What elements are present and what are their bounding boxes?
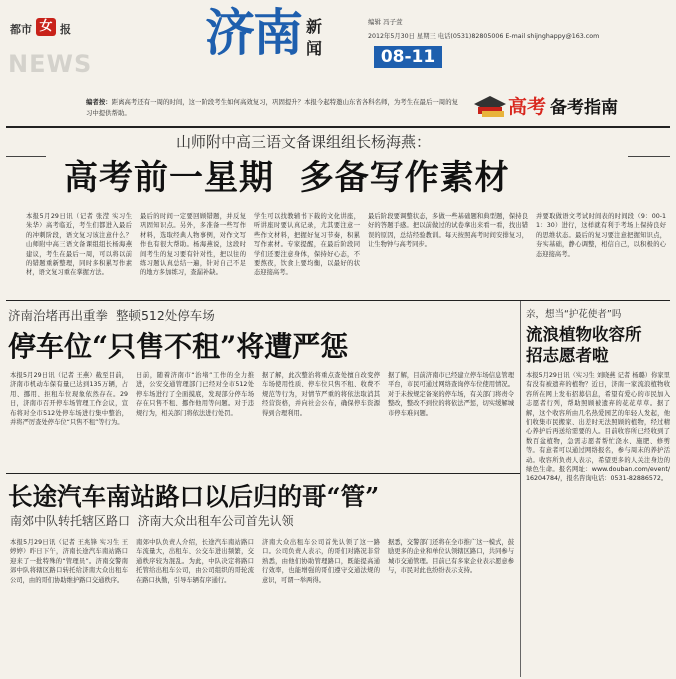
parking-right-divider: [520, 301, 521, 677]
lead-kicker: 山师附中高三语文备课组组长杨海燕：: [176, 133, 432, 151]
guide-banner-books-graphic: [472, 90, 508, 118]
lead-kicker-rule-left: [6, 156, 46, 157]
section-title-sub-1: 新: [306, 17, 323, 36]
editor-note-label: 编者按：: [86, 98, 112, 106]
bus-col-3: 济南大众出租车公司首先认领了这一路口。公司负责人表示，的哥们对路况非常熟悉，由他们协助管理路口，既能提高通行效率，也能增强的哥们遵守交通法规的意识，可谓一举两得。: [262, 539, 380, 584]
editor-note-text: 距离高考还有一周的时间，这一阶段考生如何高效复习，巩固提升？本报今起特邀山东省各科名师，为考生在最后一周的复习中提供帮助。: [86, 98, 458, 117]
plant-headline-line-2: 招志愿者啦: [526, 346, 609, 365]
news-watermark: NEWS: [8, 50, 93, 78]
brand-logo-mark: 女: [36, 18, 56, 36]
brand-prefix: 都市: [10, 23, 32, 36]
parking-kicker: 济南治堵再出重拳 整顿512处停车场: [8, 308, 215, 323]
editor-note: [86, 97, 458, 121]
lead-kicker-rule-right: [628, 156, 670, 157]
lead-story: [6, 128, 670, 290]
parking-col-3: 据了解，此次整治将重点查处擅自改变停车场使用性质、停车位只售不租、收费不规范等行为，对情节严重的将依法取消其经营资格，并向社会公布，确保停车资源得到合理利用。: [262, 372, 380, 417]
date-line: 2012年5月30日 星期三 电话(0531)82805006 E-mail shijnghappy@163.com: [368, 33, 600, 40]
guide-banner-title-black: 备考指南: [550, 98, 618, 118]
lead-col-5: 并要取做语文考试时间表的时间段（9：00-11：30）进行，这样就有利于考场上保持良好的思维状态。最后的复习要注意把握知识点，夯实基础，静心调整，相信自己，以积极的心态迎接高考。: [536, 213, 666, 258]
bus-col-1: 本报5月29日讯（记者 王兆锋 实习生 王婷婷）昨日下午，济南长途汽车南站路口迎来了一批特殊的“管理员”。济南交警南郊中队将辖区路口转托给济南大众出租车公司，由的哥们协助维护路口交通秩序。: [10, 539, 128, 584]
lead-col-3: 学生可以找教辅书下载的文化讲座，听讲座时要认真记录，尤其要注意一些作文材料，把握好复习节奏，积累写作素材。专家提醒，在最后阶段同学们还要注意身体，保持好心态，不要熬夜，饮食上要均衡，以最好的状态迎接高考。: [254, 213, 360, 277]
bus-col-2: 南郊中队负责人介绍，长途汽车南站路口车流量大，出租车、公交车进出频繁，交通秩序较为混乱。为此，中队决定将路口托管给出租车公司，由公司组织的哥轮流在路口执勤，引导车辆有序通行。: [136, 539, 254, 584]
plant-kicker: 亲，想当“护花使者”吗: [526, 309, 622, 320]
bus-subhead: 南郊中队转托辖区路口 济南大众出租车公司首先认领: [10, 514, 294, 528]
parking-col-1: 本报5月29日讯（记者 王燕）截至目前，济南市机动车保有量已达到135万辆，占用、挪用、拒租车位现象依然存在。29日，济南市召开停车场管理工作会议，宣布将对全市512处停车场进行集中整治，并将严厉查处停车位“只售不租”等行为。: [10, 372, 128, 427]
parking-col-4: 据了解，目前济南市已经建立停车场信息管理平台，市民可通过网络查询停车位使用情况。对于未按规定备案的停车场，有关部门将责令整改，整改不到位的将依法严惩，切实缓解城市停车难问题。: [388, 372, 514, 417]
guide-banner-title-red: 高考: [508, 96, 547, 118]
plant-body: 本报5月29日讯（实习生 刘晓燕 记者 杨璐）你家里有没有被遗弃的植物？近日，济南一家流浪植物收容所在网上发布招募信息，希望有爱心的市民加入志愿者行列，帮助照顾被遗弃的花花草草。据了解，这个收容所由几名热爱园艺的年轻人发起，他们收集市民搬家、出差时无法照顾的植物，经过精心养护后再送给需要的人。目前收容所已经收到了数百盆植物，急需志愿者帮忙浇水、施肥、修剪等。有意者可以通过网络报名，参与周末的养护活动。收容所负责人表示，希望更多的人关注身边的绿色生命。报名网址：www.douban.com/event/16204784/，报名咨询电话：0531-82886572。: [526, 372, 670, 483]
page-badge-number: 08-11: [380, 47, 436, 67]
lead-col-1: 本报5月29日讯（记者 张滢 实习生 朱华）高考临近，考生们都进入最后的冲刺阶段，语文复习该注意什么？山师附中高三语文备课组组长杨海燕建议，考生在最后一周，可以将以前的错题重新整理，同时多积累写作素材，语文复习重在掌握方法。: [26, 213, 132, 277]
guide-banner: [470, 88, 676, 122]
bus-story: [6, 474, 520, 679]
lead-col-2: 最后的时间一定要回顾错题，并反复巩固知识点。另外，多准备一些写作材料，选取经典人物事例，对作文写作也有很大帮助。杨海燕说，这段时间考生的复习要有针对性，把以往的练习题认真总结一遍，针对自己不足的地方多加练习，查漏补缺。: [140, 213, 246, 277]
bus-col-4: 据悉，交警部门还将在全市推广这一模式，鼓励更多的企业和单位认领辖区路口，共同参与城市交通管理。目前已有多家企业表示愿意参与，市民对此也纷纷表示支持。: [388, 539, 514, 575]
section-title: 济南: [205, 3, 301, 62]
plant-headline-line-1: 流浪植物收容所: [526, 325, 642, 344]
bus-headline: 长途汽车南站路口以后归的哥“管”: [8, 482, 380, 511]
editor-line: 编辑 冯子萱: [368, 18, 403, 26]
lead-headline: 高考前一星期 多备写作素材: [64, 158, 510, 198]
lead-col-4: 最后阶段要调整状态，多做一些基础题和典型题，保持良好的答题手感。把以前做过的试卷拿出来看一看，找出错误的原因，总结经验教训。每天按照高考时间安排复习，让生物钟与高考同步。: [368, 213, 528, 249]
brand-logo: [6, 18, 98, 38]
masthead: [0, 0, 676, 86]
plant-story: [524, 301, 672, 677]
section-title-sub-2: 闻: [306, 39, 323, 58]
page-badge: [374, 46, 442, 68]
parking-headline: 停车位“只售不租”将遭严惩: [8, 330, 349, 363]
parking-col-2: 日前，随着济南市“治堵”工作的全力推进，公安交通管理部门已经对全市512处停车场进行了全面摸底，发现部分停车场存在只售不租、挪作他用等问题。对于违规行为，相关部门将依法进行处罚。: [136, 372, 254, 417]
parking-story: [6, 301, 520, 473]
brand-suffix: 报: [60, 23, 71, 36]
